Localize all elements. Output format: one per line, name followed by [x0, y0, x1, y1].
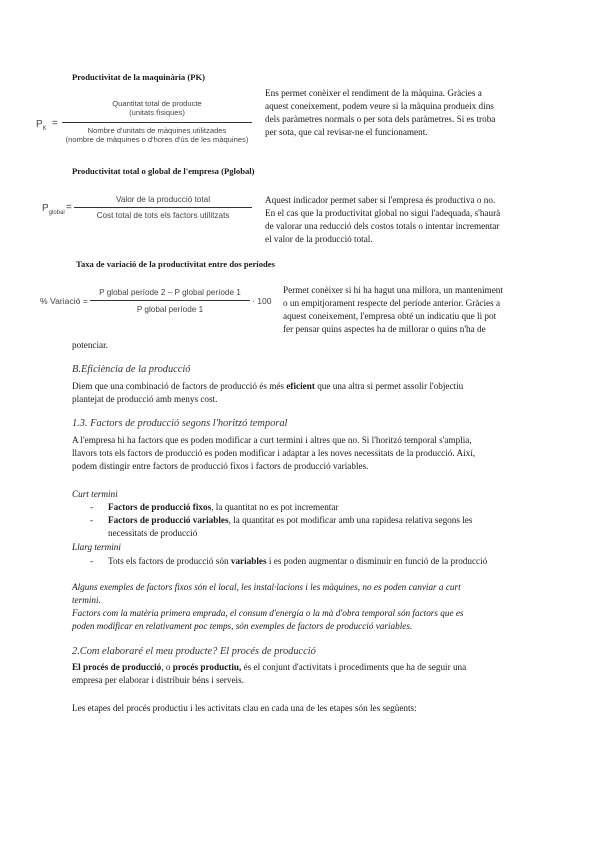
- proces-etapes-intro: Les etapes del procés productiu i les activitats clau en cada una de les etapes són les següents:: [72, 703, 417, 713]
- proces-paragraph: El procés de producció, o procés productiu, és el conjunt d'activitats i procediments que ha de seguir una empresa per elaborar i distribuir béns i serveis.: [72, 662, 467, 685]
- eficiencia-title: B.Eficiència de la producció: [72, 364, 191, 375]
- taxa-numerator: P global període 2 – P global període 1: [99, 288, 241, 297]
- bullet-llarg: Tots els factors de producció són variables i es poden augmentar o disminuir en funció de la producció: [108, 556, 488, 566]
- pk-numerator: Quantitat total de producte (unitats físiques): [112, 99, 202, 117]
- bullet-variables: Factors de producció variables, la quantitat es pot modificar amb una rapidesa relativa segons les necessitats de producció: [108, 515, 473, 538]
- pglobal-lhs: $P_{global}$: [42, 203, 65, 216]
- taxa-fraction-bar: [90, 300, 250, 301]
- taxa-heading: Taxa de variació de la productivitat entre dos períodes: [76, 259, 275, 269]
- pglobal-denominator: Cost total de tots els factors utilitzats: [96, 211, 230, 220]
- llarg-termini-label: Llarg termini: [72, 542, 121, 552]
- pglobal-numerator: Valor de la producció total: [115, 195, 211, 204]
- taxa-denominator: P global període 1: [136, 305, 204, 314]
- taxa-description-end: potenciar.: [72, 340, 108, 350]
- pk-denominator: Nombre d'unitats de màquines utilitzades (nombre de màquines o d'hores d'ús de les màquines): [65, 126, 249, 144]
- pk-heading: Productivitat de la maquinària (PK): [72, 72, 206, 82]
- pk-lhs: $P_K$: [36, 119, 47, 132]
- pglobal-description: Aquest indicador permet saber si l'empresa és productiva o no. En el cas que la productivitat global no sigui l'adequada, s'haurà de valorar una reducció dels costos totals o intentar incrementar el valor de la producció total.: [265, 195, 501, 244]
- eficiencia-paragraph: Diem que una combinació de factors de producció és més eficient que una altra si permet assolir l'objectiu plantejat de producció amb menys cost.: [72, 381, 464, 404]
- bullet-2-mark: -: [90, 515, 94, 525]
- factors-title: 1.3. Factors de producció segons l'horitzó temporal: [72, 418, 288, 429]
- pk-fraction-bar: [62, 122, 252, 123]
- pk-equals: =: [52, 118, 58, 129]
- bullet-1-mark: -: [90, 502, 94, 512]
- curt-termini-label: Curt termini: [72, 489, 118, 499]
- taxa-times-100: · 100: [252, 296, 272, 306]
- pglobal-equals: =: [66, 202, 72, 213]
- pglobal-fraction-bar: [74, 207, 252, 208]
- bullet-fixos: Factors de producció fixos, la quantitat no es pot incrementar: [108, 502, 339, 512]
- bullet-3-mark: -: [90, 556, 94, 566]
- proces-title: 2.Com elaboraré el meu producte? El procés de producció: [72, 646, 316, 657]
- factors-paragraph: A l'empresa hi ha factors que es poden modificar a curt termini i altres que no. Si l'horitzó temporal s'amplia, llavors tots els factors de producció es poden modificar i adaptar a les noves necessitats de la producció. Així, podem distingir entre factors de producció fixos i factors de producció variables.: [72, 435, 476, 471]
- pk-description: Ens permet conèixer el rendiment de la màquina. Gràcies a aquest coneixement, podem veure si la màquina produeix dins dels paràmetres normals o per sota dels paràmetres. Si es troba per sota, que cal revisar-ne el funcionament.: [265, 88, 496, 137]
- factors-examples: Alguns exemples de factors fixos són el local, les instal·lacions i les màquines, no es poden canviar a curt termini. Factors com la matèria primera emprada, el consum d'energia o la mà d'obra temporal són factors que es poden modificar en relativament poc temps, són exemples de factors de producció variables.: [72, 582, 464, 631]
- taxa-lhs: % Variació =: [40, 296, 88, 306]
- pglobal-heading: Productivitat total o global de l'empresa (Pglobal): [72, 166, 255, 176]
- taxa-description: Permet conèixer si hi ha hagut una millora, un manteniment o un empitjorament respecte del període anterior. Gràcies a aquest coneixement, l'empresa obté un indicatiu que li pot fer pensar quins aspectes ha de millorar o quins n'ha de: [283, 285, 503, 334]
